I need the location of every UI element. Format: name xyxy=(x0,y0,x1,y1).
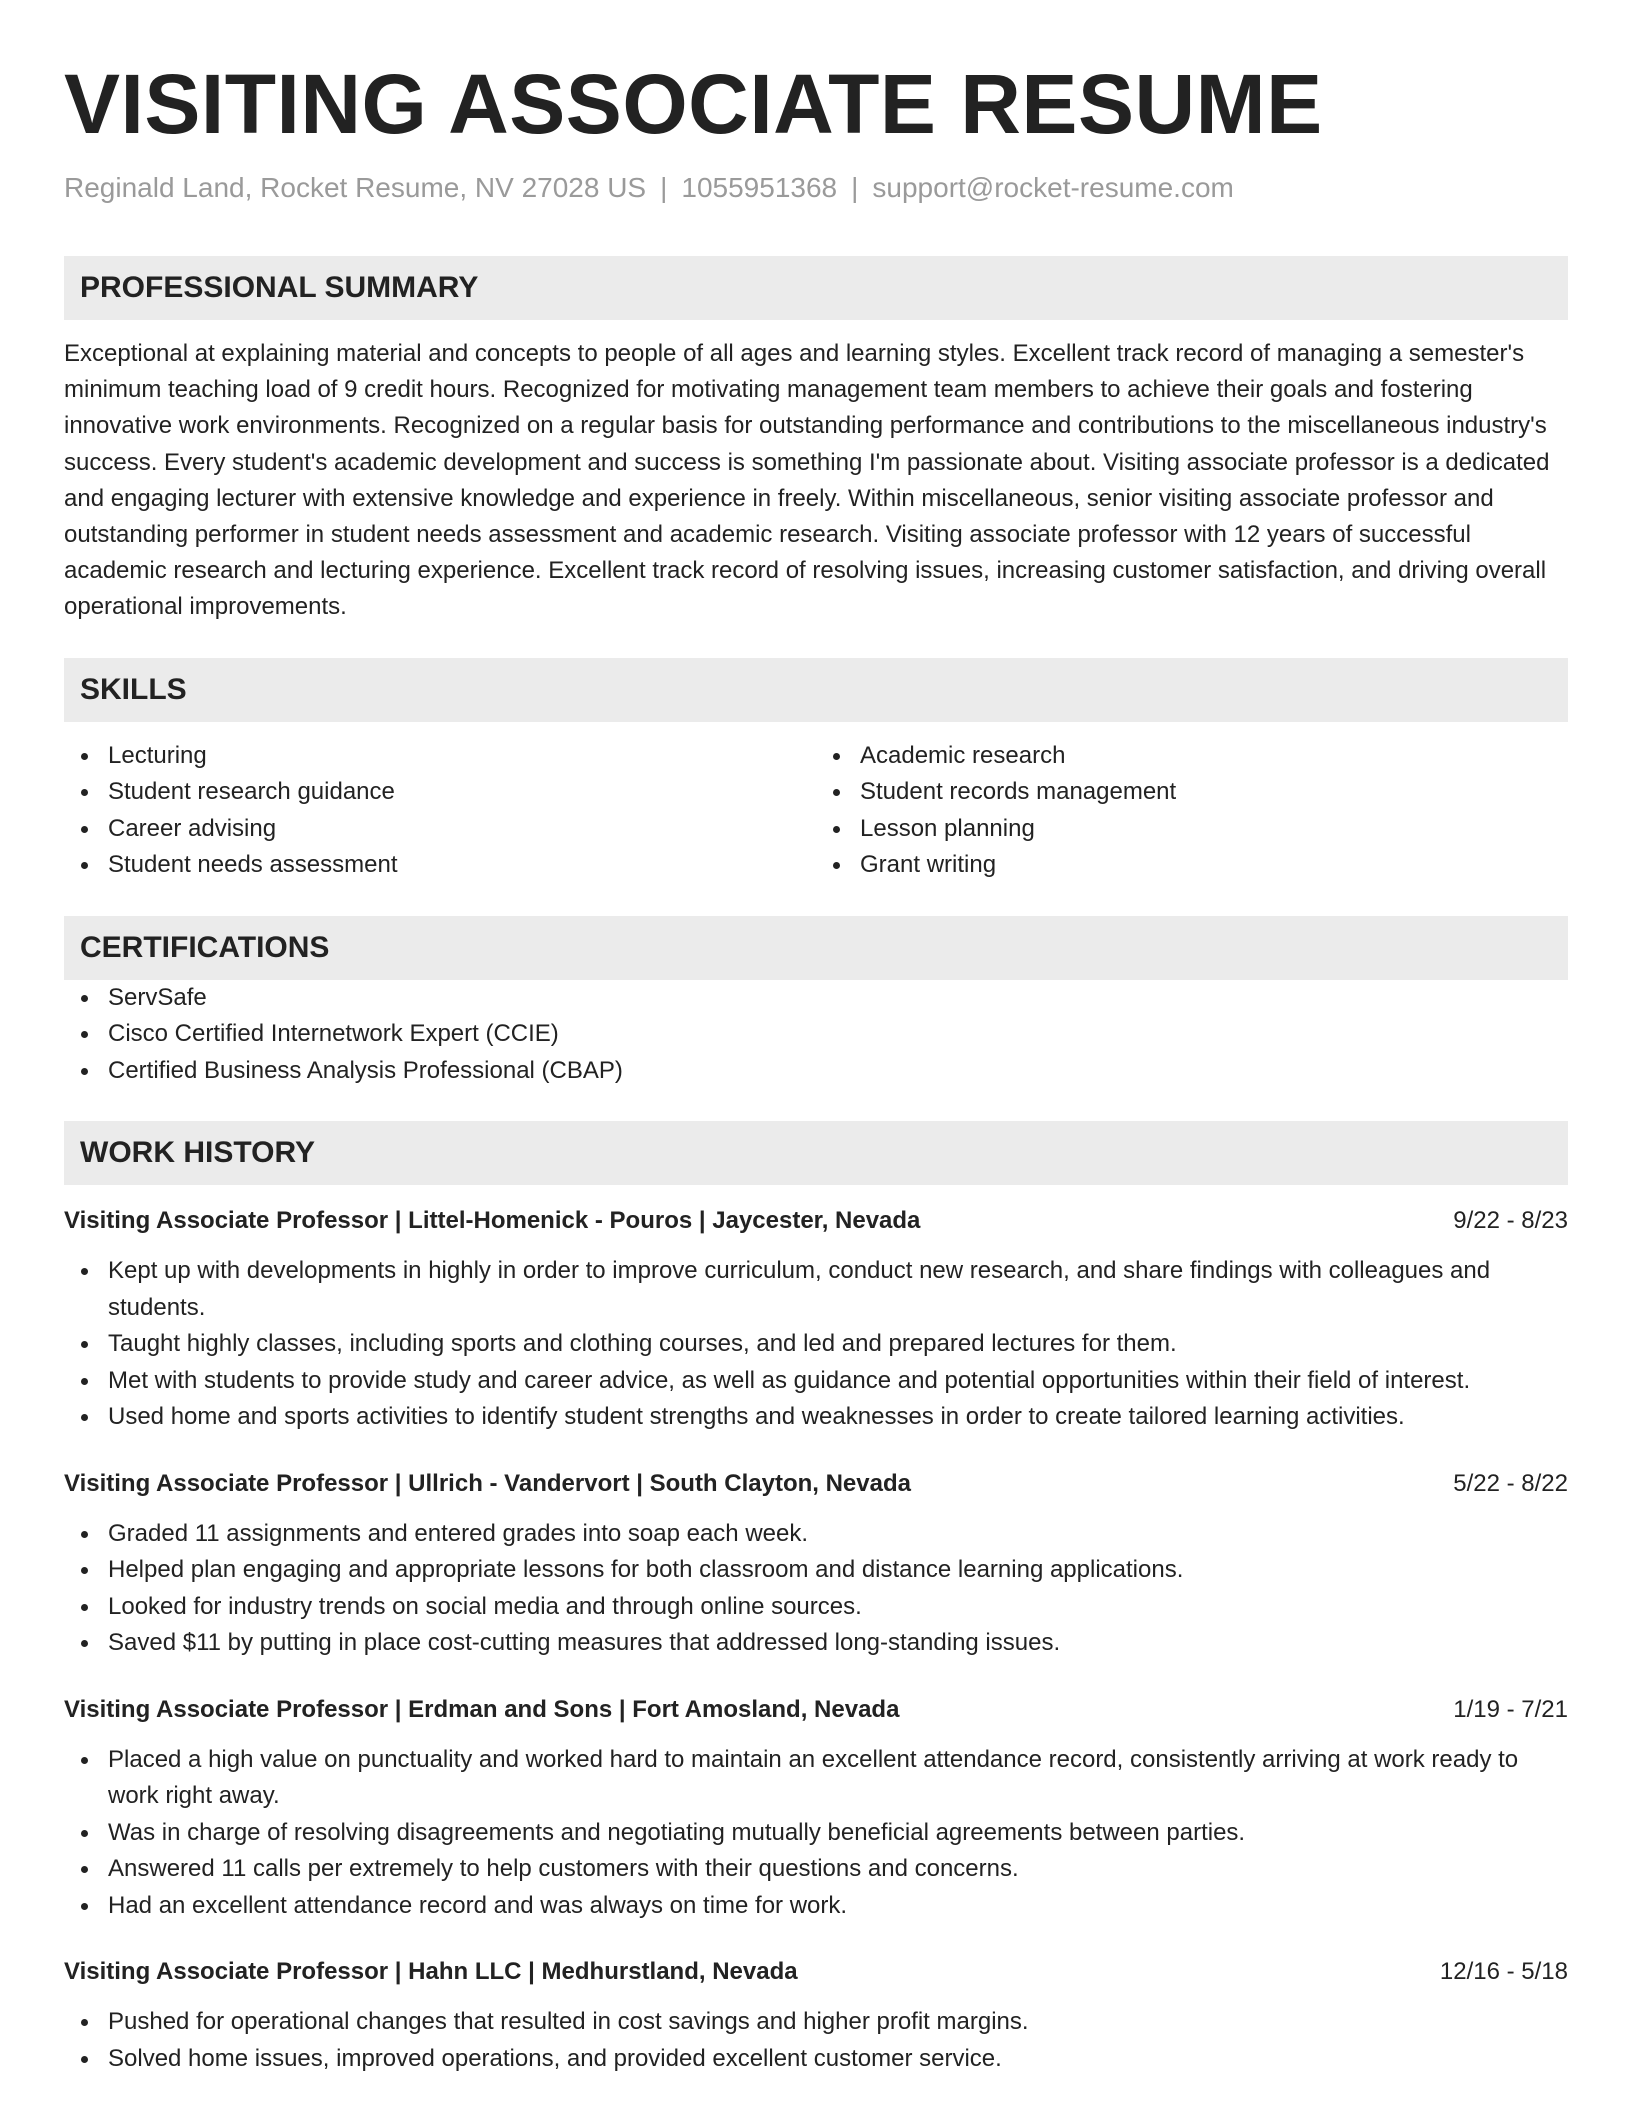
job-title: Visiting Associate Professor | Hahn LLC | Medhurstland, Nevada xyxy=(64,1958,798,1986)
certification-item: Certified Business Analysis Professional (CBAP) xyxy=(64,1053,1568,1090)
job-bullet: Placed a high value on punctuality and worked hard to maintain an excellent attendance record, consistently arriving at work ready to work right away. xyxy=(64,1742,1568,1815)
certification-item: ServSafe xyxy=(64,980,1568,1017)
section-heading-skills: SKILLS xyxy=(64,658,1568,722)
job-entry xyxy=(64,1203,1568,1436)
job-bullet: Graded 11 assignments and entered grades into soap each week. xyxy=(64,1516,1568,1553)
job-header xyxy=(64,1954,1568,1990)
job-bullets xyxy=(64,2004,1568,2077)
job-title: Visiting Associate Professor | Ullrich - Vandervort | South Clayton, Nevada xyxy=(64,1469,911,1497)
contact-line xyxy=(64,168,1568,208)
certifications-list xyxy=(64,980,1568,1090)
skill-item: Grant writing xyxy=(816,847,1568,884)
summary-text: Exceptional at explaining material and concepts to people of all ages and learning styles. Excellent track record of managing a semester's minimum teaching load of 9 credit hours. Recognized for motivating management team members to achieve their goals and fostering innovative work environments. Recognized on a regular basis for outstanding performance and contributions to the miscellaneous industry's success. Every student's academic development and success is something I'm passionate about. Visiting associate professor is a dedicated and engaging lecturer with extensive knowledge and experience in freely. Within miscellaneous, senior visiting associate professor and outstanding performer in student needs assessment and academic research. Visiting associate professor with 12 years of successful academic research and lecturing experience. Excellent track record of resolving issues, increasing customer satisfaction, and driving overall operational improvements. xyxy=(64,340,1550,621)
job-entry xyxy=(64,1954,1568,2077)
skill-item: Student records management xyxy=(816,774,1568,811)
job-bullet: Had an excellent attendance record and was always on time for work. xyxy=(64,1888,1568,1925)
job-bullet: Kept up with developments in highly in order to improve curriculum, conduct new research, and share findings with colleagues and students. xyxy=(64,1253,1568,1326)
job-dates: 5/22 - 8/22 xyxy=(1453,1469,1568,1497)
job-bullets xyxy=(64,1253,1568,1436)
skill-item: Student research guidance xyxy=(64,774,816,811)
skills-column-right xyxy=(816,738,1568,884)
job-bullet: Helped plan engaging and appropriate lessons for both classroom and distance learning applications. xyxy=(64,1552,1568,1589)
job-bullet: Solved home issues, improved operations, and provided excellent customer service. xyxy=(64,2041,1568,2078)
skill-item: Academic research xyxy=(816,738,1568,775)
skill-item: Student needs assessment xyxy=(64,847,816,884)
skills-list xyxy=(64,738,1568,884)
job-header xyxy=(64,1203,1568,1239)
skill-item: Career advising xyxy=(64,811,816,848)
job-title: Visiting Associate Professor | Littel-Homenick - Pouros | Jaycester, Nevada xyxy=(64,1207,921,1235)
resume-title: VISITING ASSOCIATE RESUME xyxy=(64,57,1323,151)
job-bullet: Pushed for operational changes that resulted in cost savings and higher profit margins. xyxy=(64,2004,1568,2041)
job-dates: 1/19 - 7/21 xyxy=(1453,1695,1568,1723)
job-bullet: Was in charge of resolving disagreements and negotiating mutually beneficial agreements between parties. xyxy=(64,1815,1568,1852)
skills-column-left xyxy=(64,738,816,884)
job-bullet: Met with students to provide study and career advice, as well as guidance and potential opportunities within their field of interest. xyxy=(64,1363,1568,1400)
job-entry xyxy=(64,1466,1568,1662)
section-heading-work-history: WORK HISTORY xyxy=(64,1121,1568,1185)
skill-item: Lesson planning xyxy=(816,811,1568,848)
job-bullet: Taught highly classes, including sports and clothing courses, and led and prepared lectures for them. xyxy=(64,1326,1568,1363)
job-dates: 9/22 - 8/23 xyxy=(1453,1207,1568,1235)
job-entry xyxy=(64,1692,1568,1925)
job-bullet: Looked for industry trends on social media and through online sources. xyxy=(64,1589,1568,1626)
contact-phone: 1055951368 xyxy=(681,172,838,203)
contact-separator: | xyxy=(851,172,859,203)
job-bullet: Answered 11 calls per extremely to help customers with their questions and concerns. xyxy=(64,1851,1568,1888)
section-heading-summary: PROFESSIONAL SUMMARY xyxy=(64,256,1568,320)
job-dates: 12/16 - 5/18 xyxy=(1439,1958,1568,1986)
job-bullets xyxy=(64,1516,1568,1662)
job-title: Visiting Associate Professor | Erdman and Sons | Fort Amosland, Nevada xyxy=(64,1695,900,1723)
job-bullet: Used home and sports activities to identify student strengths and weaknesses in order to create tailored learning activities. xyxy=(64,1399,1568,1436)
contact-address: Reginald Land, Rocket Resume, NV 27028 US xyxy=(64,172,647,203)
certification-item: Cisco Certified Internetwork Expert (CCIE) xyxy=(64,1016,1568,1053)
job-header xyxy=(64,1692,1568,1728)
job-bullets xyxy=(64,1742,1568,1925)
job-bullet: Saved $11 by putting in place cost-cutting measures that addressed long-standing issues. xyxy=(64,1625,1568,1662)
section-heading-certifications: CERTIFICATIONS xyxy=(64,916,1568,980)
contact-email: support@rocket-resume.com xyxy=(872,172,1234,203)
skill-item: Lecturing xyxy=(64,738,816,775)
contact-separator: | xyxy=(660,172,668,203)
job-header xyxy=(64,1466,1568,1502)
